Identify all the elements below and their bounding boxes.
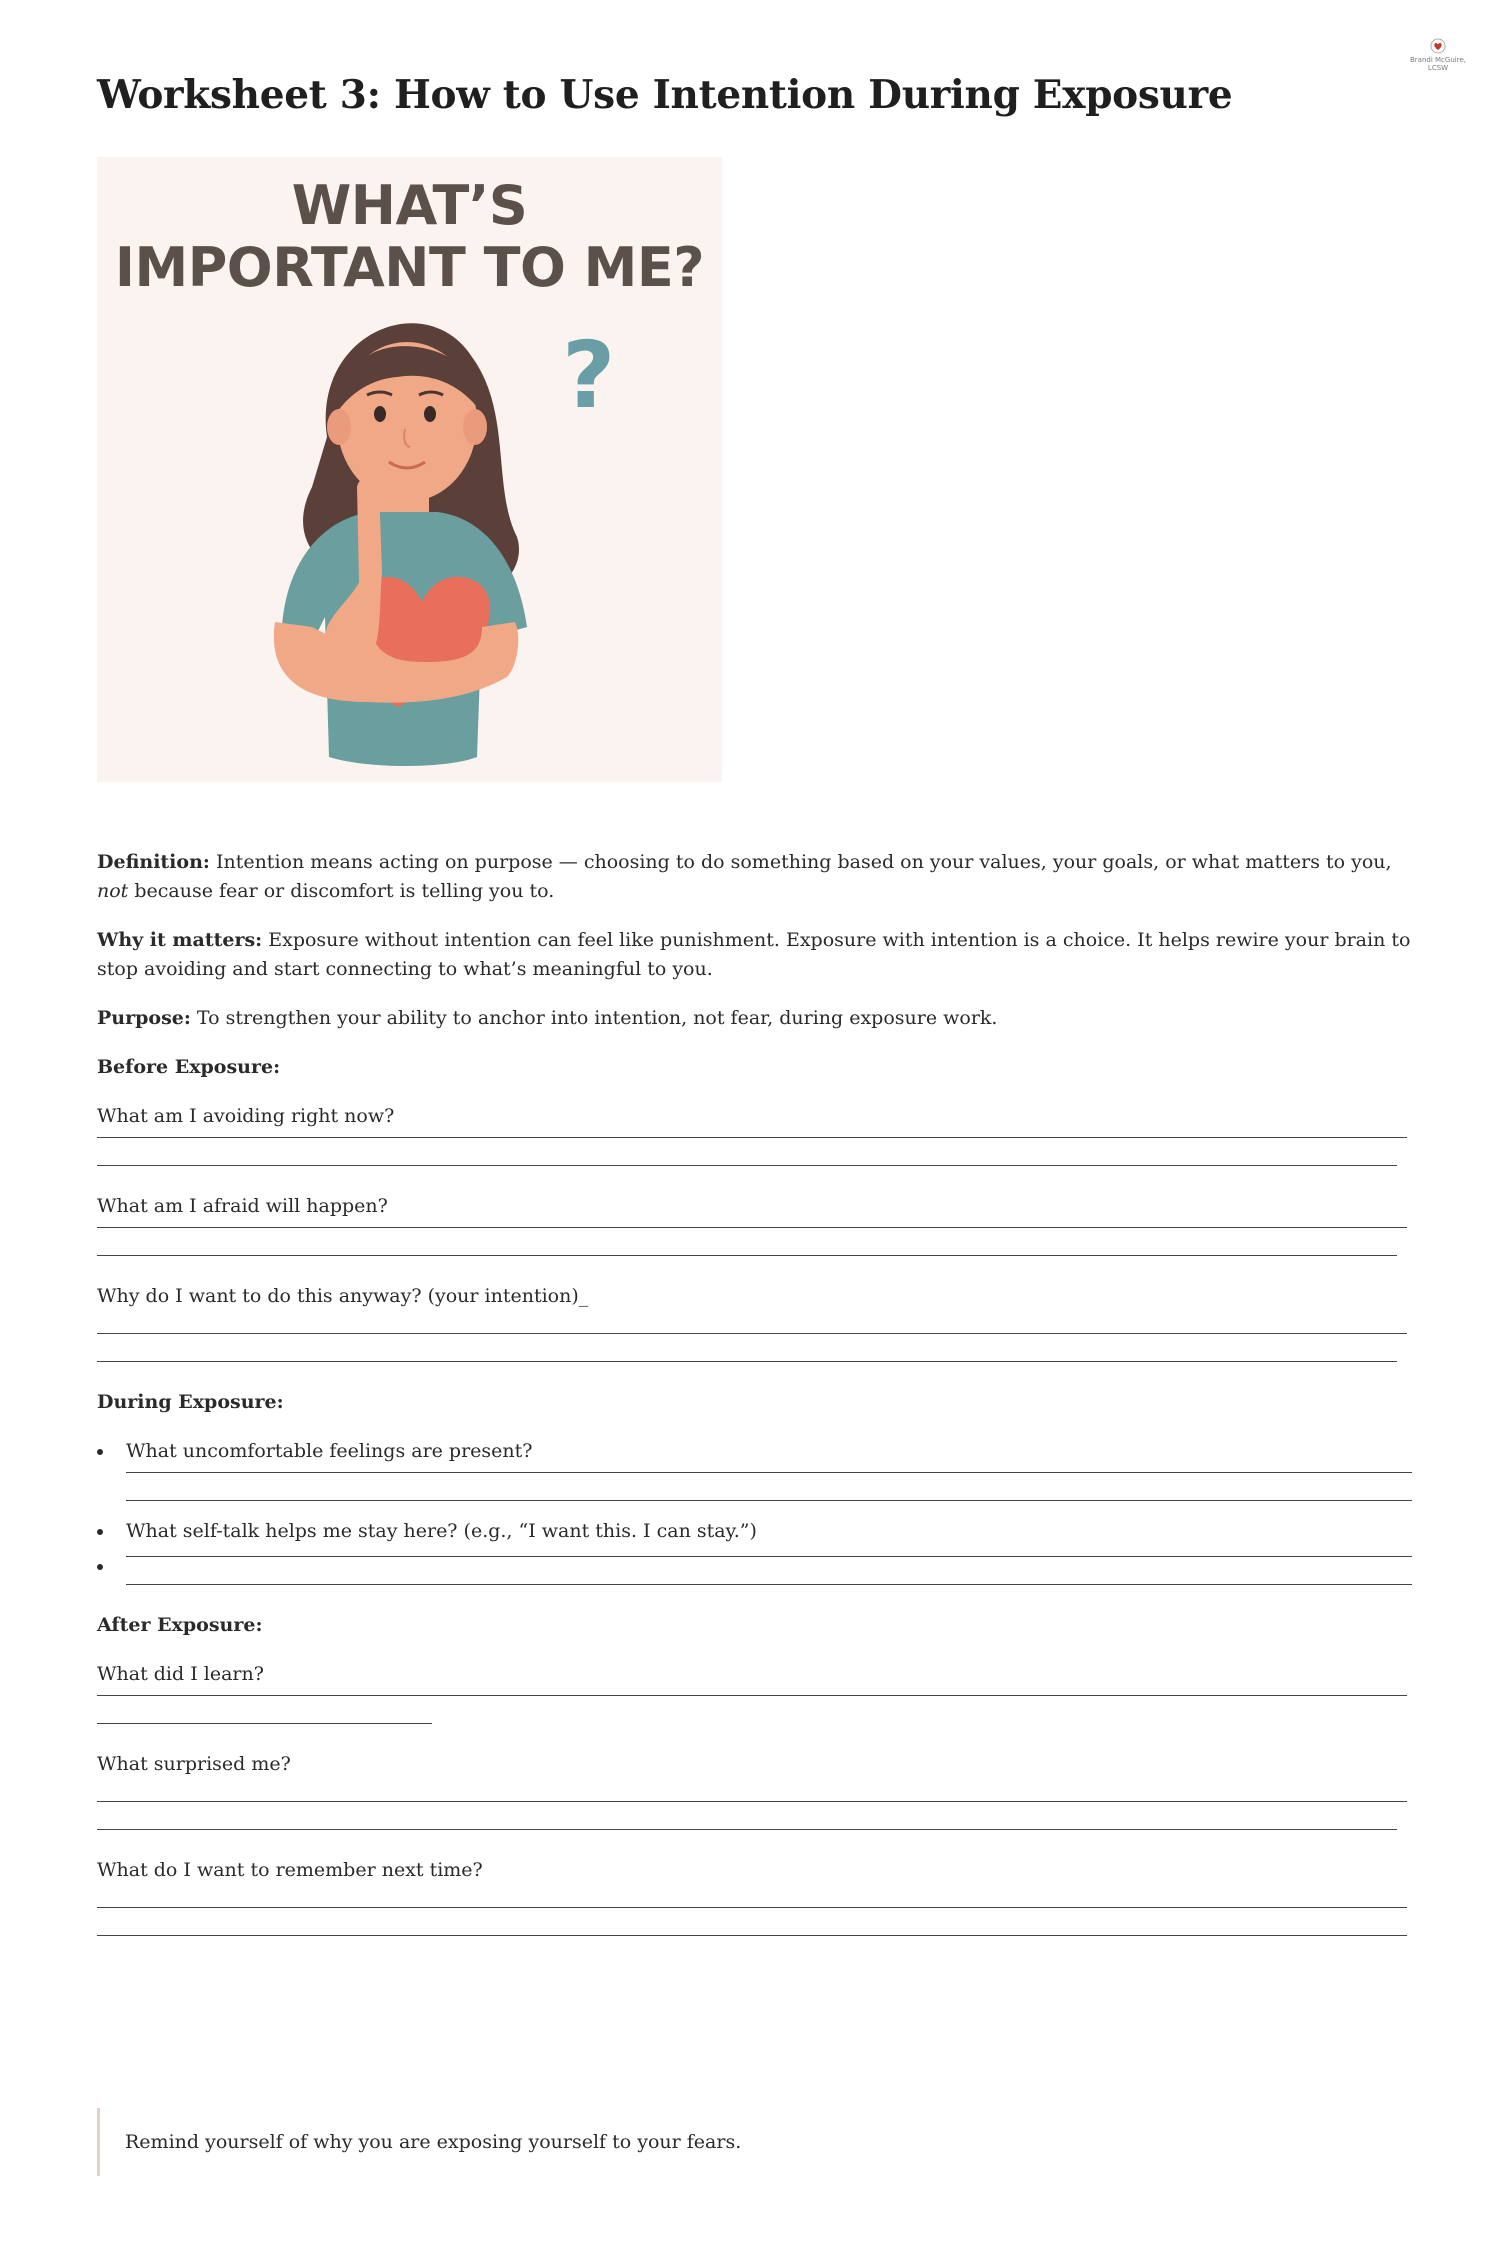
during-bullet-1: What uncomfortable feelings are present? [126,1440,533,1462]
why-text: Exposure without intention can feel like punishment. Exposure with intention is a choice. It helps rewire your brain to stop avoiding and start connecting to what’s meaningful to you. [97,929,1411,980]
after-question-3: What do I want to remember next time? [97,1859,483,1881]
purpose-text: To strengthen your ability to anchor into intention, not fear, during exposure work. [190,1007,998,1029]
purpose-label: Purpose: [97,1007,191,1029]
answer-line[interactable] [126,1584,1412,1585]
after-answer-1[interactable] [97,1695,1412,1724]
answer-line[interactable] [97,1333,1407,1334]
answer-line[interactable] [97,1227,1407,1228]
after-heading: After Exposure: [97,1614,263,1636]
answer-line[interactable] [97,1723,432,1724]
reminder-text: Remind yourself of why you are exposing yourself to your fears. [125,2131,742,2153]
before-question-1: What am I avoiding right now? [97,1105,395,1127]
definition-text-1: Intention means acting on purpose — choosing to do something based on your values, your goals, or what matters to you, [209,851,1392,873]
before-heading: Before Exposure: [97,1056,281,1078]
answer-line[interactable] [97,1801,1407,1802]
reminder-callout [97,2108,997,2176]
illustration-title-line2: IMPORTANT TO ME? [114,236,705,299]
before-answer-1[interactable] [97,1137,1412,1166]
answer-line[interactable] [97,1935,1407,1936]
page-title: Worksheet 3: How to Use Intention During Exposure [97,72,1233,118]
answer-line[interactable] [97,1361,1397,1362]
why-label: Why it matters: [97,929,263,951]
thinking-girl-illustration [97,157,722,782]
before-question-3: Why do I want to do this anyway? (your intention)_ [97,1285,589,1307]
answer-line[interactable] [126,1500,1412,1501]
answer-line[interactable] [126,1472,1412,1473]
question-mark-icon: ? [562,322,616,429]
list-item [97,1552,1412,1585]
definition-emphasis: not [97,880,129,902]
during-heading: During Exposure: [97,1391,284,1413]
answer-line[interactable] [97,1829,1397,1830]
answer-line[interactable] [97,1165,1397,1166]
brand-logo [1408,38,1468,80]
answer-line[interactable] [126,1556,1412,1557]
during-list [97,1437,1412,1585]
heart-logo-icon [1430,38,1446,54]
answer-line[interactable] [97,1255,1397,1256]
definition-label: Definition: [97,851,210,873]
definition-text-2: because fear or discomfort is telling you to. [128,880,555,902]
why-paragraph [97,926,1412,984]
before-answer-3[interactable] [97,1333,1412,1362]
before-answer-2[interactable] [97,1227,1412,1256]
answer-line[interactable] [97,1137,1407,1138]
illustration-title-line1: WHAT’S [291,174,528,237]
illustration [97,157,722,782]
after-question-1: What did I learn? [97,1663,264,1685]
after-answer-3[interactable] [97,1907,1412,1936]
after-question-2: What surprised me? [97,1753,291,1775]
answer-line[interactable] [97,1907,1407,1908]
brand-name: Brandi McGuire, LCSW [1410,56,1466,72]
during-bullet-2: What self-talk helps me stay here? (e.g., “I want this. I can stay.”) [126,1520,757,1542]
definition-paragraph [97,848,1412,906]
worksheet-body [97,848,1412,1962]
purpose-paragraph [97,1004,1412,1033]
during-answer-2[interactable] [126,1552,1412,1585]
after-answer-2[interactable] [97,1801,1412,1830]
list-item [97,1437,1412,1501]
answer-line[interactable] [97,1695,1407,1696]
list-item [97,1517,1412,1546]
during-answer-1[interactable] [126,1472,1412,1501]
before-question-2: What am I afraid will happen? [97,1195,388,1217]
